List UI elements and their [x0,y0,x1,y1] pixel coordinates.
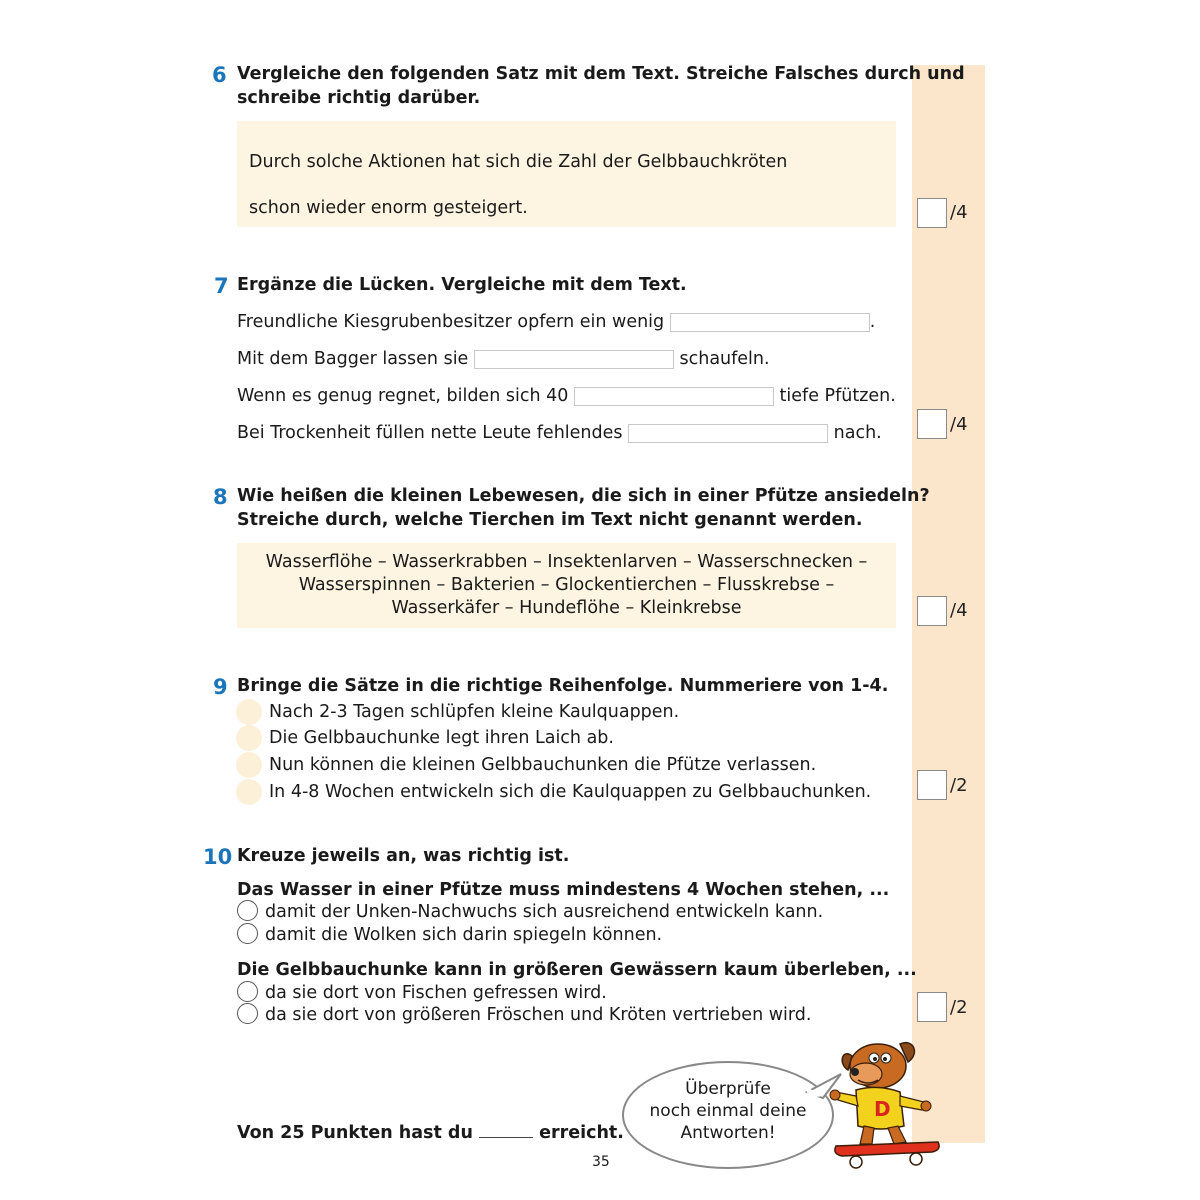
question-8-list-line-3: Wasserkäfer – Hundeflöhe – Kleinkrebse [391,598,742,618]
speech-line-3: Antworten! [680,1123,776,1143]
question-8-word-box [237,543,896,628]
question-9-item-2: Die Gelbbauchunke legt ihren Laich ab. [269,728,614,748]
question-9-score-label: /2 [950,775,968,796]
question-10-b-option-1 [237,981,607,1005]
question-7-blank-2[interactable] [474,350,674,369]
question-10-a-option-1 [237,900,823,924]
question-10-number: 10 [203,845,233,869]
question-7-sentence-4 [237,421,882,445]
question-7-sentence-2-end: schaufeln. [679,349,770,369]
points-summary [237,1121,624,1145]
question-9-score-box[interactable] [917,770,947,800]
question-6-score-box[interactable] [917,198,947,228]
speech-line-2: noch einmal deine [649,1101,807,1121]
question-6-sentence-line-2: schon wieder enorm gesteigert. [249,198,528,218]
speech-line-1: Überprüfe [685,1079,771,1099]
points-summary-text: Von 25 Punkten hast du [237,1123,473,1143]
question-7-number: 7 [214,274,229,298]
question-9-number: 9 [213,675,228,699]
question-7-blank-3[interactable] [574,387,774,406]
points-blank[interactable] [479,1121,533,1138]
question-10-score-label: /2 [950,997,968,1018]
question-10-stem-b: Die Gelbbauchunke kann in größeren Gewässern kaum überleben, ... [237,960,917,980]
question-7-sentence-2 [237,347,770,371]
question-10-b-option-1-text: da sie dort von Fischen gefressen wird. [265,983,607,1003]
question-10-stem-a: Das Wasser in einer Pfütze muss mindestens 4 Wochen stehen, ... [237,880,890,900]
question-10-a-option-1-text: damit der Unken-Nachwuchs sich ausreichend entwickeln kann. [265,902,824,922]
question-7-sentence-4-end: nach. [833,423,882,443]
question-9-number-slot-3[interactable] [236,752,262,778]
question-9-item-3: Nun können die kleinen Gelbbauchunken die Pfütze verlassen. [269,755,817,775]
question-7-sentence-3-end: tiefe Pfützen. [779,386,896,406]
question-6-score-label: /4 [950,202,968,223]
question-7-sentence-1-end: . [869,312,876,332]
question-8-score-box[interactable] [917,596,947,626]
question-7-blank-1[interactable] [670,313,870,332]
question-10-b-option-2 [237,1003,811,1027]
question-10-b-option-1-radio[interactable] [237,981,258,1002]
question-8-list-line-1: Wasserflöhe – Wasserkrabben – Insektenlarven – Wasserschnecken – [265,552,868,572]
question-10-a-option-2 [237,923,662,947]
question-7-sentence-3 [237,384,896,408]
question-6-instruction-line-1: Vergleiche den folgenden Satz mit dem Text. Streiche Falsches durch und [237,64,965,84]
question-9-number-slot-4[interactable] [236,779,262,805]
question-7-sentence-1-text: Freundliche Kiesgrubenbesitzer opfern ein wenig [237,312,665,332]
question-6-instruction-line-2: schreibe richtig darüber. [237,88,481,108]
question-10-a-option-2-text: damit die Wolken sich darin spiegeln können. [265,925,663,945]
question-8-list-line-2: Wasserspinnen – Bakterien – Glockentierchen – Flusskrebse – [298,575,835,595]
mascot-dog-icon [828,1034,953,1174]
question-7-sentence-2-text: Mit dem Bagger lassen sie [237,349,469,369]
question-6-sentence-box [237,121,896,227]
question-9-instruction: Bringe die Sätze in die richtige Reihenfolge. Nummeriere von 1-4. [237,676,889,696]
question-7-score-label: /4 [950,414,968,435]
question-10-score-box[interactable] [917,992,947,1022]
question-10-instruction: Kreuze jeweils an, was richtig ist. [237,846,570,866]
question-6-sentence-line-1: Durch solche Aktionen hat sich die Zahl der Gelbbauchkröten [249,152,788,172]
question-9-item-1: Nach 2-3 Tagen schlüpfen kleine Kaulquappen. [269,702,680,722]
question-8-instruction-line-1: Wie heißen die kleinen Lebewesen, die sich in einer Pfütze ansiedeln? [237,486,930,506]
question-9-item-4: In 4-8 Wochen entwickeln sich die Kaulquappen zu Gelbbauchunken. [269,782,872,802]
question-8-instruction-line-2: Streiche durch, welche Tierchen im Text nicht genannt werden. [237,510,863,530]
question-9-number-slot-2[interactable] [236,725,262,751]
question-10-b-option-2-text: da sie dort von größeren Fröschen und Kröten vertrieben wird. [265,1005,812,1025]
question-10-b-option-2-radio[interactable] [237,1003,258,1024]
question-6-number: 6 [212,63,227,87]
question-8-number: 8 [213,485,228,509]
question-7-score-box[interactable] [917,409,947,439]
speech-bubble [622,1061,834,1169]
question-10-a-option-2-radio[interactable] [237,923,258,944]
points-summary-end: erreicht. [539,1123,624,1143]
mascot-shirt-letter: D [874,1097,891,1121]
question-9-number-slot-1[interactable] [236,699,262,725]
question-7-blank-4[interactable] [628,424,828,443]
question-7-sentence-4-text: Bei Trockenheit füllen nette Leute fehlendes [237,423,623,443]
page-number: 35 [592,1154,610,1170]
question-8-score-label: /4 [950,600,968,621]
question-7-instruction: Ergänze die Lücken. Vergleiche mit dem Text. [237,275,687,295]
question-10-a-option-1-radio[interactable] [237,900,258,921]
question-7-sentence-3-text: Wenn es genug regnet, bilden sich 40 [237,386,569,406]
question-7-sentence-1 [237,310,875,334]
